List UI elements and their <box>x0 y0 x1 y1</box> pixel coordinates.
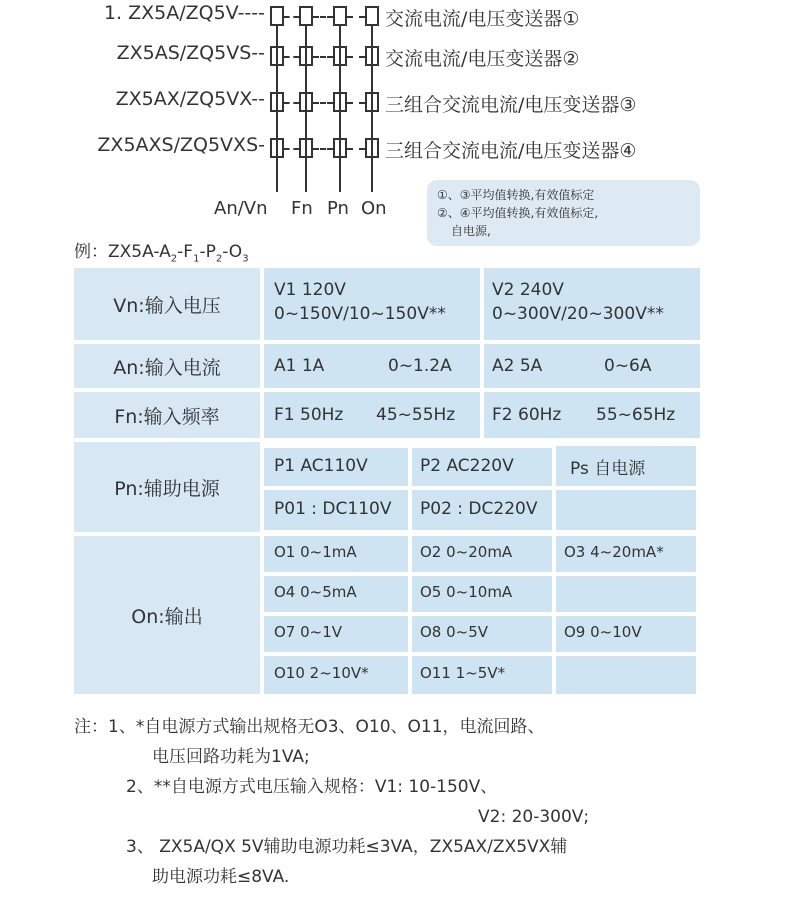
vn-option-v2: V2 240V 0~300V/20~300V** <box>484 268 700 340</box>
model-code: ZX5AXS/ZQ5VXS- <box>97 134 265 156</box>
note-line: ①、③平均值转换,有效值标定 <box>437 188 595 202</box>
code-slot-dash <box>284 148 299 150</box>
model-desc-3: 三组合交流电流/电压变送器③ <box>385 94 637 116</box>
fn-option-f1: F1 50Hz 45~55Hz <box>264 392 480 438</box>
model-code: ZX5AS/ZQ5VS-- <box>116 42 265 64</box>
pn-option-p1: P1 AC110V <box>264 448 408 486</box>
note-2-line-2: V2: 20-300V; <box>478 807 590 827</box>
model-desc-4: 三组合交流电流/电压变送器④ <box>385 140 637 162</box>
example-code: 例：$ZX5A-A_2-F_1-P_2-O_3$ <box>74 242 249 265</box>
connector-line <box>339 24 341 192</box>
pn-option-p01: P01 : DC110V <box>264 490 408 530</box>
note-1-line-1: 注：1、*自电源方式输出规格无O3、O10、O11，电流回路、 <box>74 717 545 737</box>
pn-label: Pn:辅助电源 <box>74 442 260 532</box>
pn-option-ps: Ps 自电源 <box>556 446 696 486</box>
on-option-o7: O7 0~1V <box>264 616 408 652</box>
model-desc-2: 交流电流/电压变送器② <box>385 48 580 70</box>
code-slot-box <box>270 6 284 26</box>
on-option-o9: O9 0~10V <box>556 616 696 652</box>
legend-on: On <box>361 198 387 219</box>
pn-option-p2: P2 AC220V <box>412 448 552 486</box>
vn-label: Vn:输入电压 <box>74 268 260 340</box>
note-3-line-2: 助电源功耗≤8VA. <box>152 867 290 887</box>
note-2-line-1: 2、**自电源方式电压输入规格：V1: 10-150V、 <box>126 777 498 797</box>
notes-section <box>74 712 589 892</box>
on-label: On:输出 <box>74 536 260 694</box>
on-option-o3: O3 4~20mA* <box>556 536 696 572</box>
model-row-4 <box>0 134 265 164</box>
on-empty-cell <box>556 576 696 612</box>
legend-an-vn: An/Vn <box>214 198 268 219</box>
model-code: 1. ZX5A/ZQ5V---- <box>103 2 265 24</box>
connector-line <box>305 24 307 192</box>
note-line: ②、④平均值转换,有效值标定, <box>437 206 599 220</box>
model-row-1 <box>0 2 265 32</box>
an-label: An:输入电流 <box>74 344 260 388</box>
an-option-a1: A1 1A 0~1.2A <box>264 344 480 388</box>
fn-label: Fn:输入频率 <box>74 392 260 438</box>
on-option-o2: O2 0~20mA <box>412 536 552 572</box>
on-option-o10: O10 2~10V* <box>264 656 408 694</box>
code-slot-box <box>365 6 379 26</box>
an-option-a2: A2 5A 0~6A <box>484 344 700 388</box>
model-row-2 <box>0 42 265 72</box>
code-slot-dash <box>313 102 333 104</box>
code-slot-box <box>333 6 347 26</box>
code-slot-dash <box>313 56 333 58</box>
on-option-o1: O1 0~1mA <box>264 536 408 572</box>
note-3-line-1: 3、 ZX5A/QX 5V辅助电源功耗≤3VA，ZX5AX/ZX5VX辅 <box>126 837 568 857</box>
code-slot-dash <box>284 16 299 18</box>
on-option-o5: O5 0~10mA <box>412 576 552 612</box>
conversion-note-box <box>427 180 700 246</box>
code-slot-dash <box>347 56 365 58</box>
code-slot-dash <box>347 148 365 150</box>
code-slot-dash <box>347 16 365 18</box>
model-code: ZX5AX/ZQ5VX-- <box>115 88 265 110</box>
legend-pn: Pn <box>327 198 349 219</box>
code-slot-box <box>299 6 313 26</box>
note-line: 自电源, <box>451 224 491 238</box>
connector-line <box>371 24 373 192</box>
model-desc-1: 交流电流/电压变送器① <box>385 8 580 30</box>
on-empty-cell <box>556 656 696 694</box>
on-option-o11: O11 1~5V* <box>412 656 552 694</box>
legend-fn: Fn <box>291 198 313 219</box>
note-1-line-2: 电压回路功耗为1VA; <box>152 747 310 767</box>
pn-empty-cell <box>556 490 696 530</box>
on-option-o8: O8 0~5V <box>412 616 552 652</box>
model-row-3 <box>0 88 265 118</box>
vn-option-v1: V1 120V 0~150V/10~150V** <box>264 268 480 340</box>
fn-option-f2: F2 60Hz 55~65Hz <box>484 392 700 438</box>
code-slot-dash <box>284 102 299 104</box>
code-slot-dash <box>313 148 333 150</box>
pn-option-p02: P02 : DC220V <box>412 490 552 530</box>
code-slot-dash <box>313 16 333 18</box>
code-slot-dash <box>284 56 299 58</box>
code-slot-dash <box>347 102 365 104</box>
on-option-o4: O4 0~5mA <box>264 576 408 612</box>
connector-line <box>276 24 278 192</box>
